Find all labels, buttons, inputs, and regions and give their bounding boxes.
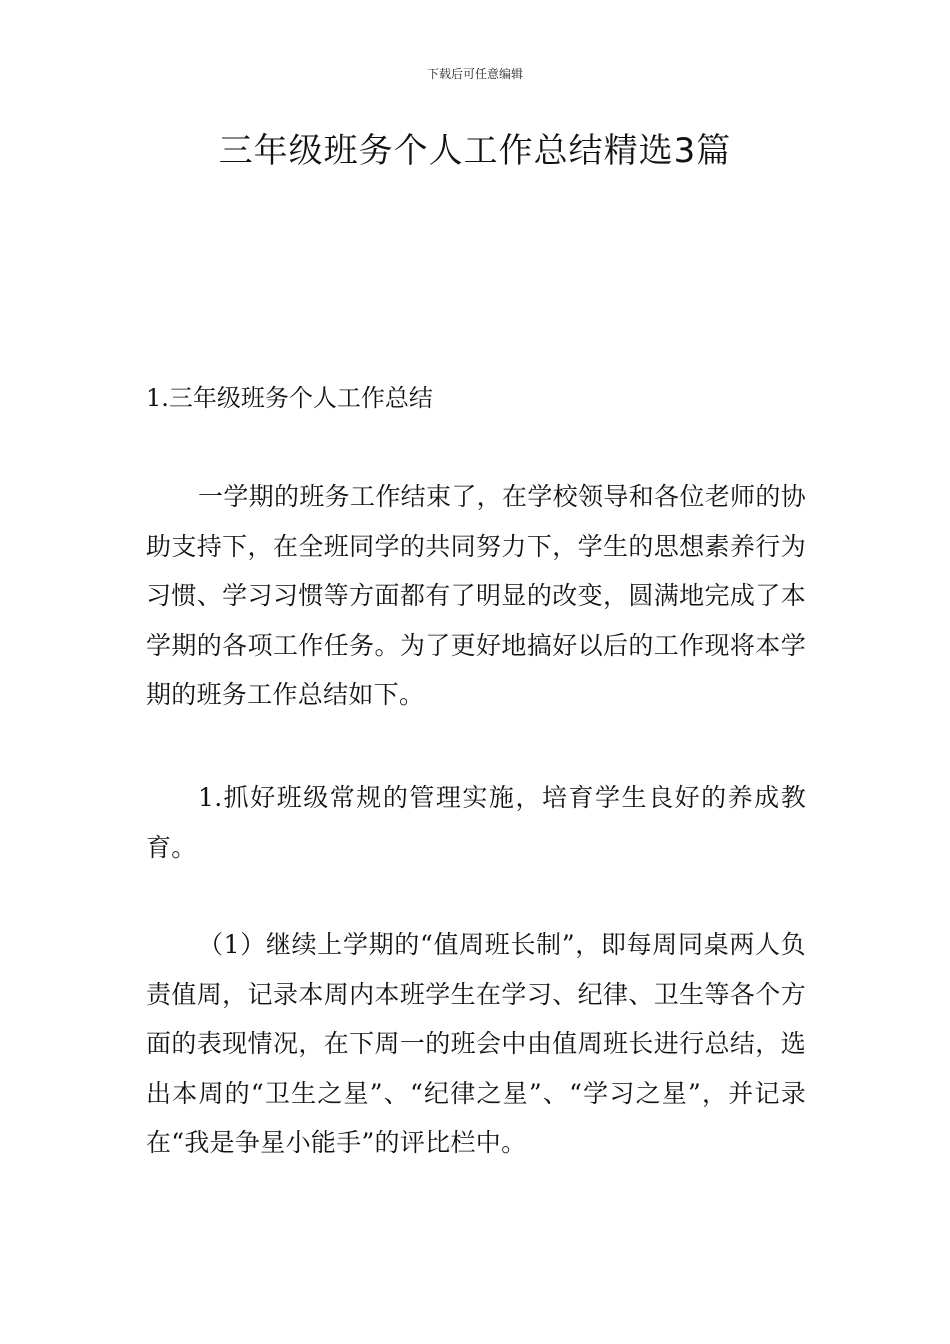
header-note: 下载后可任意编辑 bbox=[426, 67, 523, 81]
paragraph-point-1: 1.抓好班级常规的管理实施，培育学生良好的养成教育。 bbox=[146, 783, 806, 862]
document-title: 三年级班务个人工作总结精选3篇 bbox=[218, 131, 732, 171]
section-heading: 1.三年级班务个人工作总结 bbox=[146, 384, 433, 412]
paragraph-subpoint-1: （1）继续上学期的“值周班长制”，即每周同桌两人负责值周，记录本周内本班学生在学习、纪律、卫生等各个方面的表现情况，在下周一的班会中由值周班长进行总结，选出本周的“卫生之星”、“纪律之星”、“学习之星”，并记录在“我是争星小能手”的评比栏中。 bbox=[146, 930, 806, 1157]
paragraph-intro: 一学期的班务工作结束了，在学校领导和各位老师的协助支持下，在全班同学的共同努力下，学生的思想素养行为习惯、学习习惯等方面都有了明显的改变，圆满地完成了本学期的各项工作任务。为了更好地搞好以后的工作现将本学期的班务工作总结如下。 bbox=[146, 482, 806, 709]
